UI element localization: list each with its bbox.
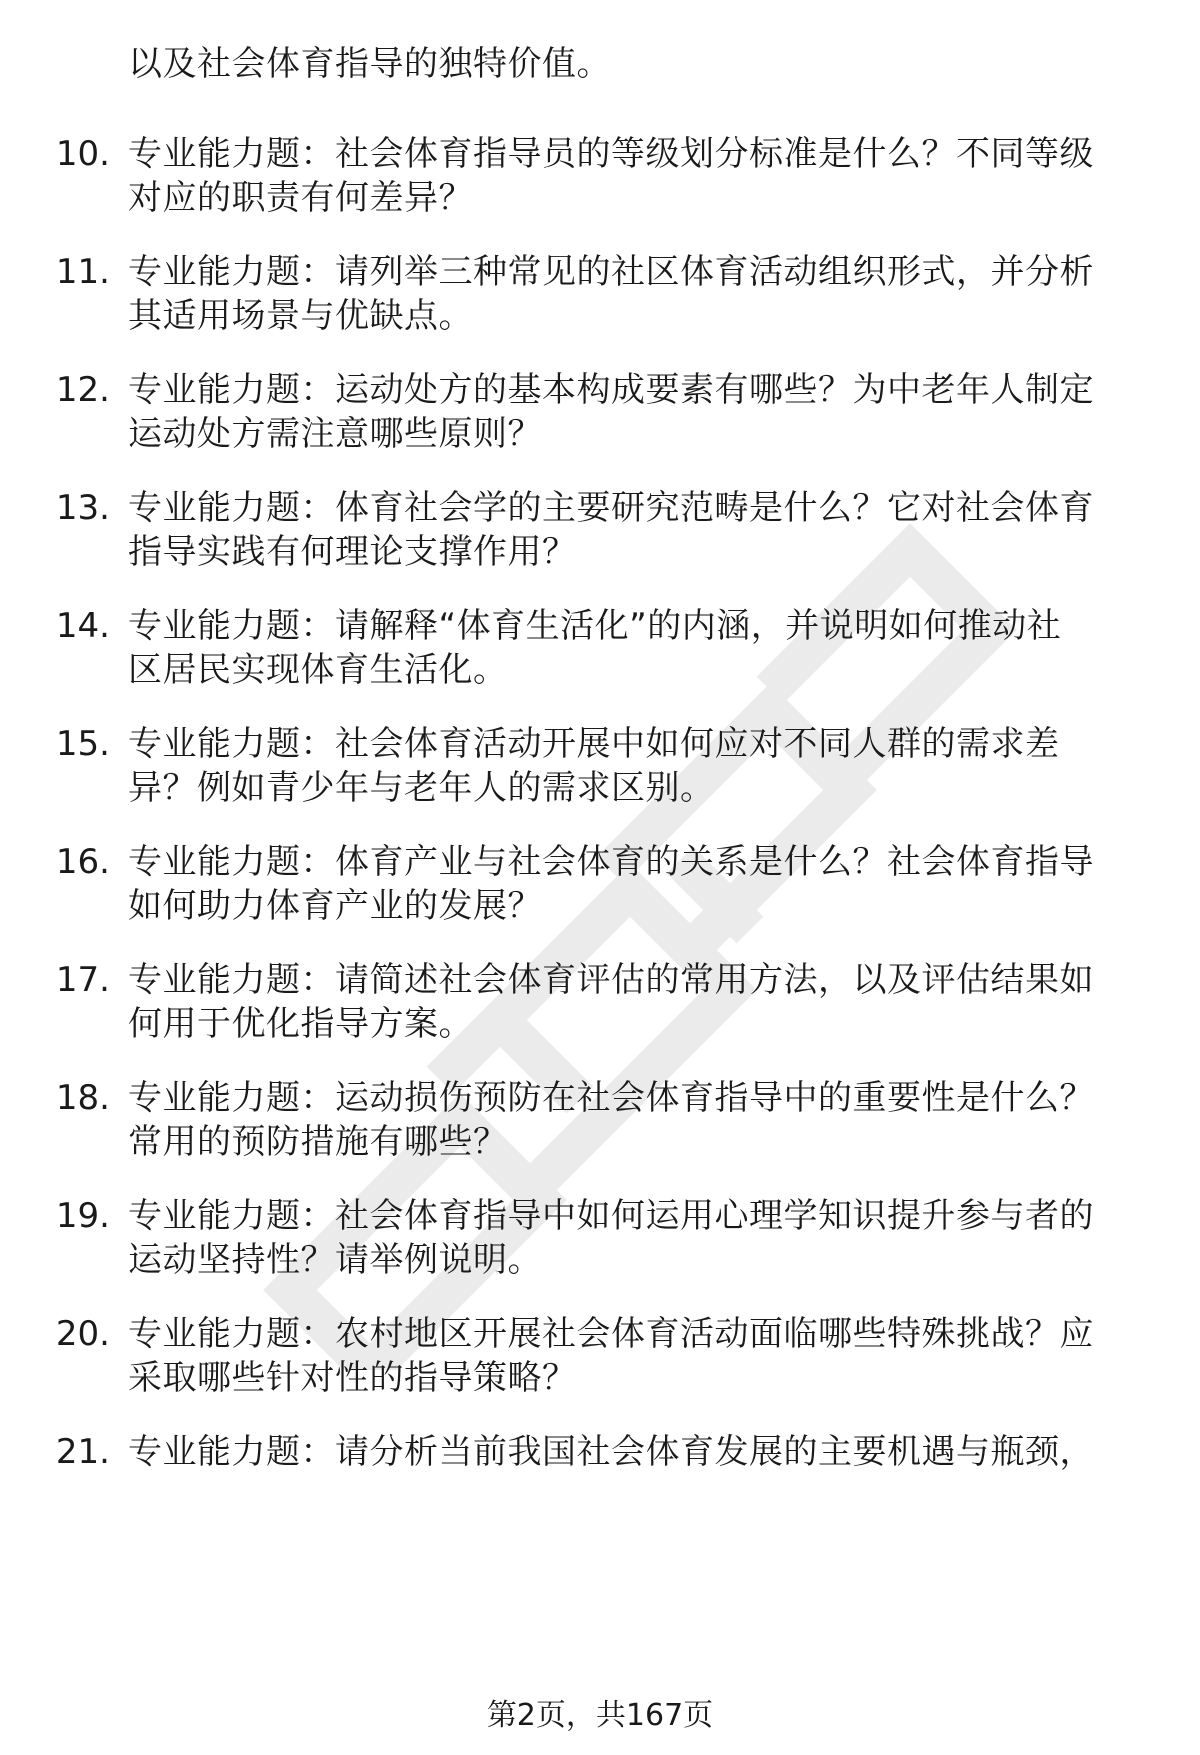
- item-text-line2: 如何助力体育产业的发展？: [128, 886, 542, 926]
- item-text-line1: 专业能力题：社会体育指导中如何运用心理学知识提升参与者的: [128, 1196, 1094, 1236]
- item-number: 12.: [55, 370, 110, 410]
- item-number: 21.: [55, 1432, 110, 1472]
- item-number: 20.: [55, 1314, 110, 1354]
- item-text-line2: 运动处方需注意哪些原则？: [128, 414, 542, 454]
- item-number: 16.: [55, 842, 110, 882]
- item-text-line2: 其适用场景与优缺点。: [128, 296, 473, 336]
- item-number: 10.: [55, 134, 110, 174]
- item-number: 11.: [55, 252, 110, 292]
- item-number: 17.: [55, 960, 110, 1000]
- item-text-line1: 专业能力题：运动处方的基本构成要素有哪些？为中老年人制定: [128, 370, 1094, 410]
- item-text-line2: 采取哪些针对性的指导策略？: [128, 1358, 577, 1398]
- item-text-line1: 专业能力题：社会体育活动开展中如何应对不同人群的需求差: [128, 724, 1060, 764]
- item-number: 19.: [55, 1196, 110, 1236]
- item-text-line1: 专业能力题：请列举三种常见的社区体育活动组织形式，并分析: [128, 252, 1094, 292]
- item-text-line1: 专业能力题：请分析当前我国社会体育发展的主要机遇与瓶颈，: [128, 1432, 1094, 1472]
- item-number: 14.: [55, 606, 110, 646]
- item-text-line2: 对应的职责有何差异？: [128, 178, 473, 218]
- item-text-line1: 专业能力题：体育社会学的主要研究范畴是什么？它对社会体育: [128, 488, 1094, 528]
- item-text-line2: 运动坚持性？请举例说明。: [128, 1240, 542, 1280]
- item-number: 13.: [55, 488, 110, 528]
- item-text-line2: 异？例如青少年与老年人的需求区别。: [128, 768, 715, 808]
- item-number: 18.: [55, 1078, 110, 1118]
- item-text-line1: 专业能力题：农村地区开展社会体育活动面临哪些特殊挑战？应: [128, 1314, 1094, 1354]
- item-text-line1: 专业能力题：社会体育指导员的等级划分标准是什么？不同等级: [128, 134, 1094, 174]
- item-text-line2: 何用于优化指导方案。: [128, 1004, 473, 1044]
- item-text-line1: 专业能力题：运动损伤预防在社会体育指导中的重要性是什么？: [128, 1078, 1094, 1118]
- item-number: 15.: [55, 724, 110, 764]
- item-text-line1: 专业能力题：请解释“体育生活化”的内涵，并说明如何推动社: [128, 606, 1062, 646]
- item-text-line1: 专业能力题：体育产业与社会体育的关系是什么？社会体育指导: [128, 842, 1094, 882]
- item-text-line2: 指导实践有何理论支撑作用？: [128, 532, 577, 572]
- item-text-line1: 专业能力题：请简述社会体育评估的常用方法，以及评估结果如: [128, 960, 1094, 1000]
- item-text-line2: 常用的预防措施有哪些？: [128, 1122, 508, 1162]
- item-text-line2: 区居民实现体育生活化。: [128, 650, 508, 690]
- page-footer: 第2页，共167页: [486, 1698, 714, 1733]
- continuation-line: 以及社会体育指导的独特价值。: [128, 44, 611, 84]
